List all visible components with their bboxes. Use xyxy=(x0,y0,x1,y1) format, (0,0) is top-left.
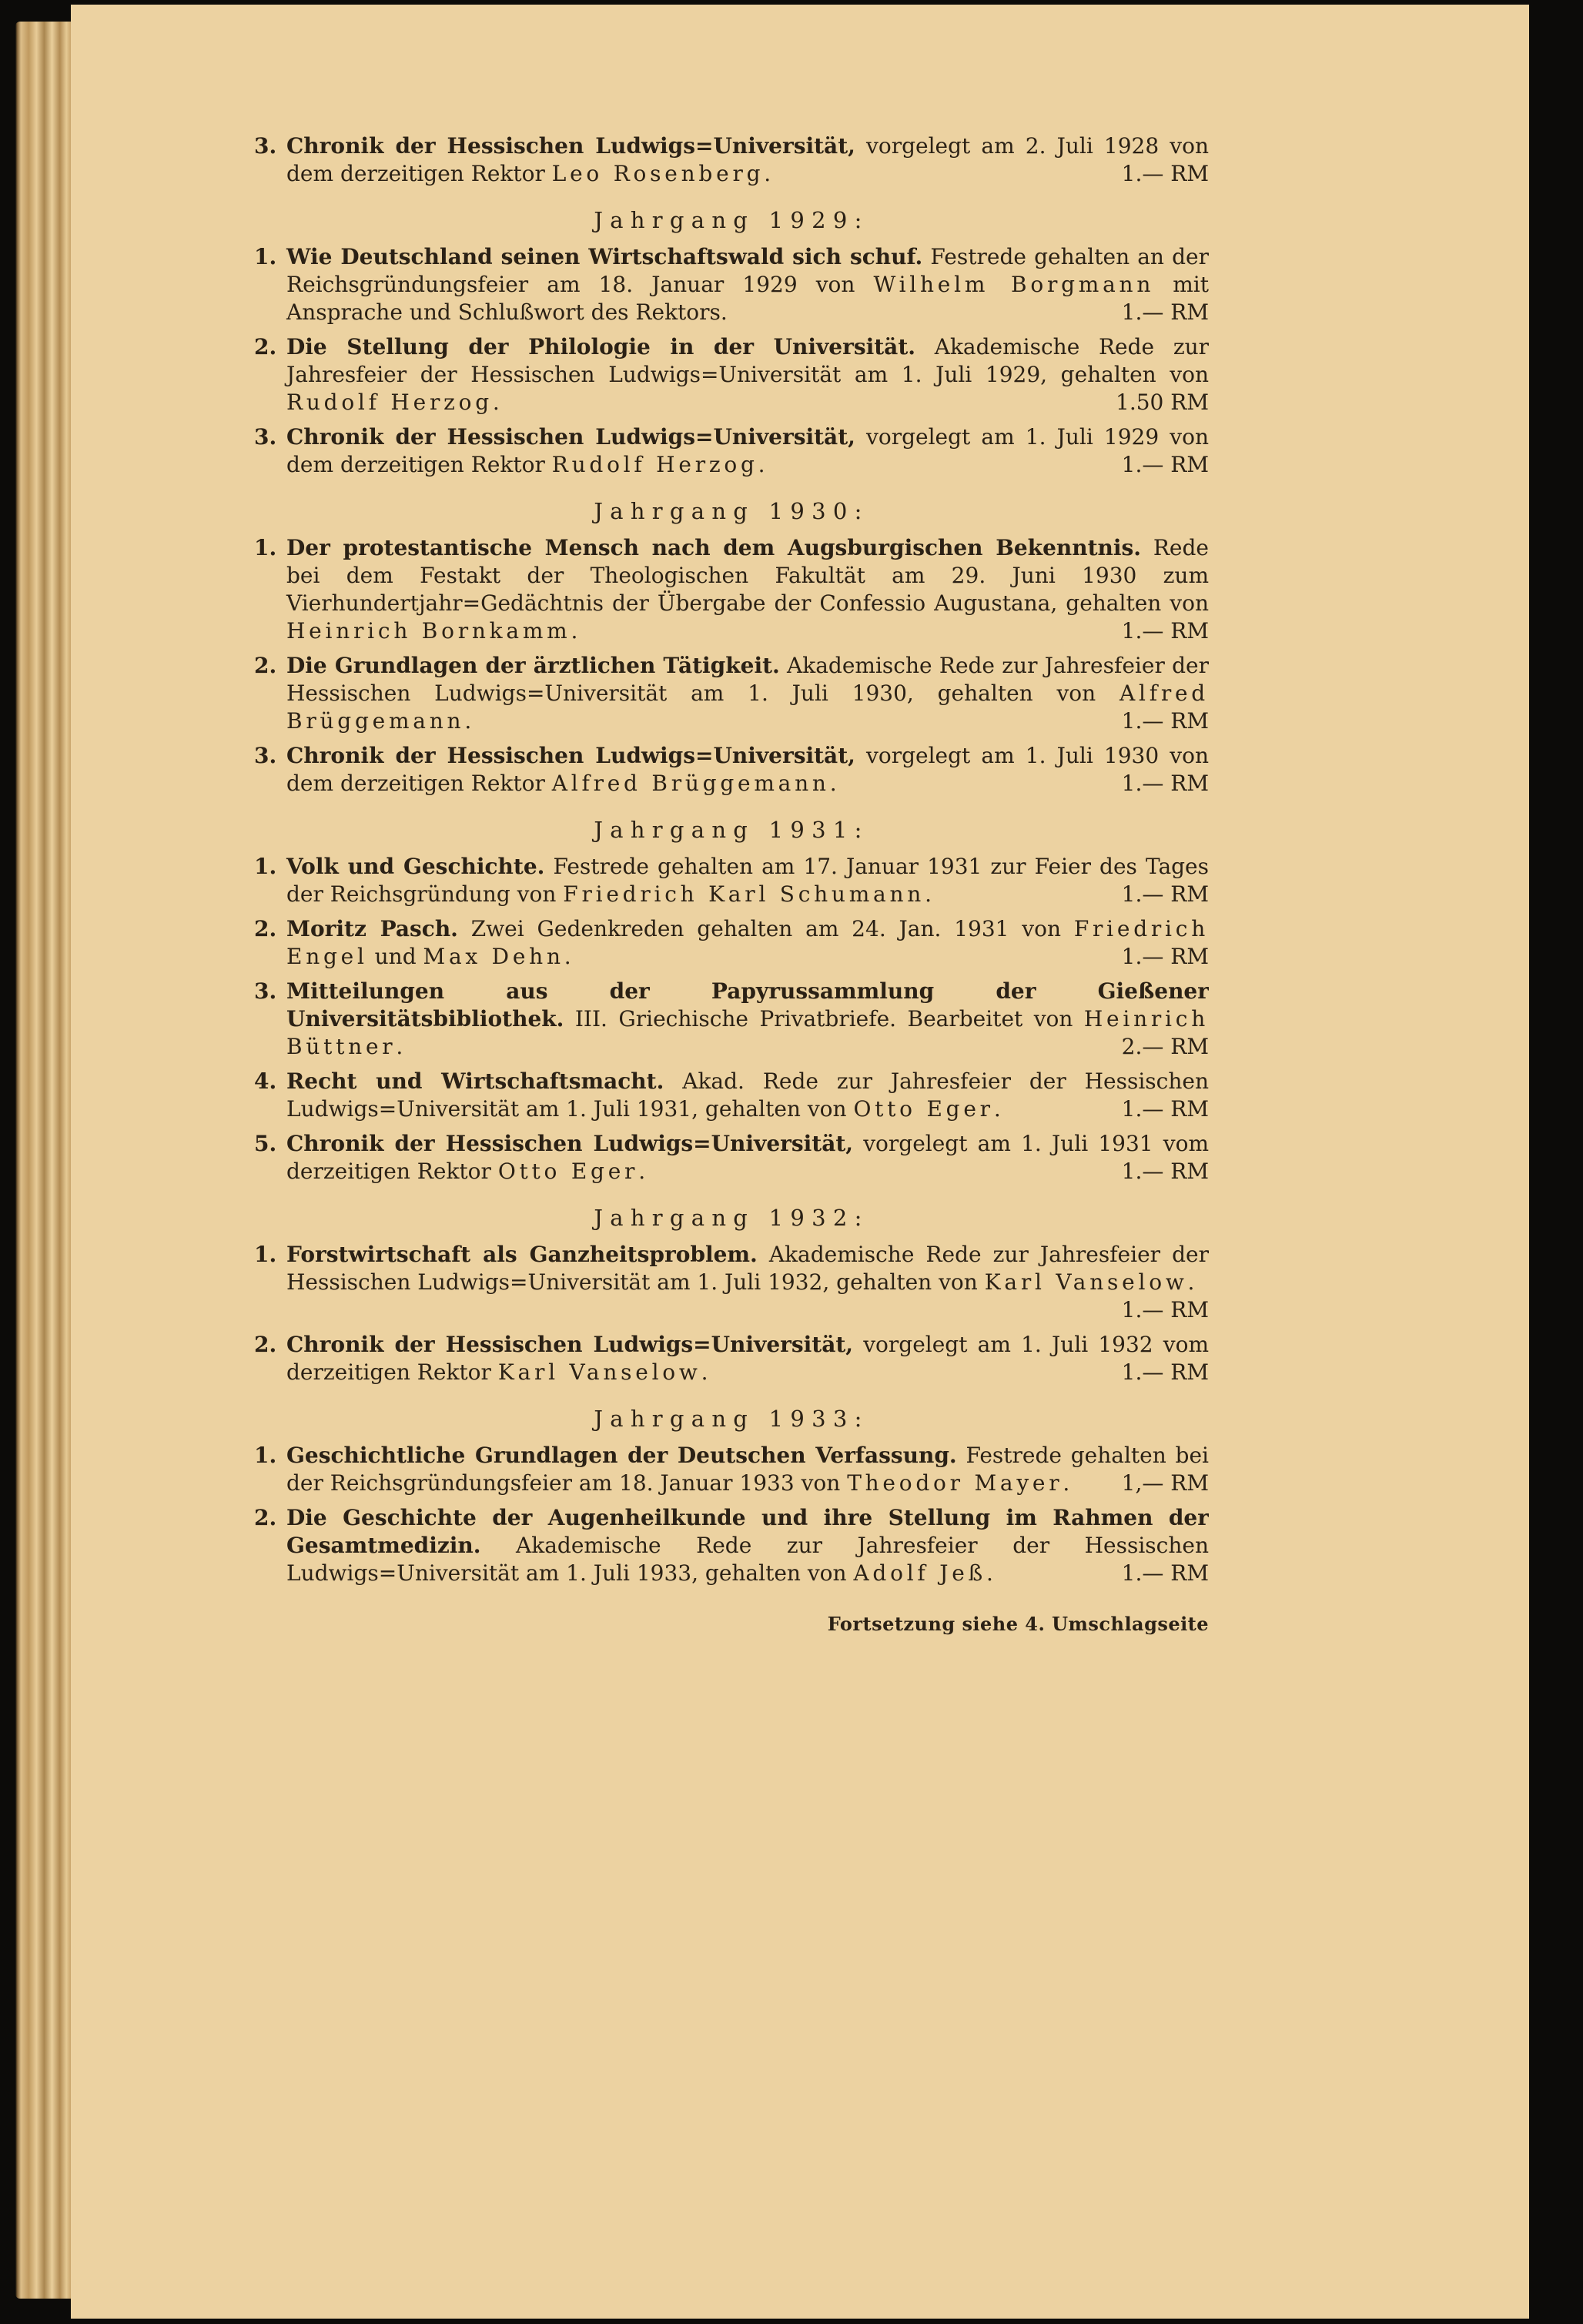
entry-number: 2. xyxy=(254,1505,277,1530)
entry-title: Wie Deutschland seinen Wirtschaftswald sich schuf. xyxy=(286,244,923,269)
entry-text: Festrede gehalten am 17. Januar 1931 zur Feier des Tages der Reichsgründung von xyxy=(286,854,1209,907)
entry-text: . xyxy=(1187,1269,1195,1295)
entry-title: Chronik der Hessischen Ludwigs=Universität, xyxy=(286,1131,854,1156)
entry-price: 1.— RM xyxy=(1121,452,1209,477)
entry-title: Die Stellung der Philologie in der Universität. xyxy=(286,334,916,359)
entry-text: Akademische Rede zur Jahresfeier der Hessischen Ludwigs=Universität am 1. Juli 1932, gehalten von xyxy=(286,1242,1209,1295)
entry-text: . xyxy=(396,1034,403,1059)
entry-text: . xyxy=(638,1159,646,1184)
publication-entry xyxy=(254,423,1209,479)
entry-text: . xyxy=(829,771,837,796)
entry-title: Chronik der Hessischen Ludwigs=Universität, xyxy=(286,424,855,450)
entry-text: und xyxy=(367,944,423,969)
entry-number: 1. xyxy=(254,1242,277,1267)
entry-price: 1,— RM xyxy=(1121,1470,1209,1496)
person-name: Heinrich Büttner xyxy=(286,1006,1209,1059)
publication-entry xyxy=(254,652,1209,735)
section-heading: Jahrgang 1932: xyxy=(594,1205,869,1231)
entry-text: vorgelegt am 1. Juli 1931 vom derzeitigen Rektor xyxy=(286,1131,1209,1184)
entry-number: 2. xyxy=(254,334,277,359)
publication-entry xyxy=(254,1331,1209,1386)
entry-price: 1.— RM xyxy=(1121,1159,1209,1184)
entry-text: . xyxy=(701,1359,708,1385)
section-heading: Jahrgang 1930: xyxy=(594,498,869,524)
publication-entry xyxy=(254,1130,1209,1185)
entry-price: 1.— RM xyxy=(1121,161,1209,186)
entry-text: . xyxy=(1063,1470,1070,1496)
entry-price: 1.— RM xyxy=(1121,771,1209,796)
entry-price: 1.50 RM xyxy=(1116,390,1209,415)
book-page-edges xyxy=(15,22,71,2299)
entry-number: 4. xyxy=(254,1068,277,1094)
publication-entry xyxy=(254,915,1209,971)
person-name: Karl Vanselow xyxy=(984,1269,1188,1295)
entry-title: Die Grundlagen der ärztlichen Tätigkeit. xyxy=(286,653,780,678)
entry-title: Moritz Pasch. xyxy=(286,916,458,941)
entry-text: Akademische Rede zur Jahresfeier der Hessischen Ludwigs=Universität am 1. Juli 1930, gehalten von xyxy=(286,653,1209,706)
entry-text: vorgelegt am 1. Juli 1932 vom derzeitigen Rektor xyxy=(286,1332,1209,1385)
entry-price: 1.— RM xyxy=(1121,1096,1209,1122)
entry-title: Die Geschichte der Augenheilkunde und ihre Stellung im Rahmen der Gesamtmedizin. xyxy=(286,1505,1209,1558)
publication-entry xyxy=(254,132,1209,188)
entry-number: 1. xyxy=(254,1443,277,1468)
person-name: Heinrich Bornkamm xyxy=(286,618,571,644)
entry-number: 3. xyxy=(254,978,277,1004)
entry-text: vorgelegt am 2. Juli 1928 von dem derzeitigen Rektor xyxy=(286,133,1209,186)
publication-entry xyxy=(254,853,1209,908)
person-name: Friedrich Engel xyxy=(286,916,1209,969)
entry-title: Recht und Wirtschaftsmacht. xyxy=(286,1068,664,1094)
entry-text: vorgelegt am 1. Juli 1929 von dem derzeitigen Rektor xyxy=(286,424,1209,477)
person-name: Wilhelm Borgmann xyxy=(873,272,1155,297)
publication-list xyxy=(254,132,1209,1587)
section-heading: Jahrgang 1931: xyxy=(594,817,869,843)
person-name: Otto Eger xyxy=(497,1159,639,1184)
entry-text: vorgelegt am 1. Juli 1930 von dem derzeitigen Rektor xyxy=(286,743,1209,796)
entry-title: Forstwirtschaft als Ganzheitsproblem. xyxy=(286,1242,758,1267)
entry-price: 1.— RM xyxy=(1121,618,1209,644)
entry-price: 1.— RM xyxy=(1121,944,1209,969)
person-name: Theodor Mayer xyxy=(847,1470,1063,1496)
page-content xyxy=(254,132,1209,1638)
person-name: Alfred Brüggemann xyxy=(551,771,830,796)
entry-title: Volk und Geschichte. xyxy=(286,854,545,879)
entry-text: Akademische Rede zur Jahresfeier der Hessischen Ludwigs=Universität am 1. Juli 1929, gehalten von xyxy=(286,334,1209,387)
entry-title: Mitteilungen aus der Papyrussammlung der Gießener Universitätsbibliothek. xyxy=(286,978,1209,1032)
footer-note: Fortsetzung siehe 4. Umschlagseite xyxy=(827,1613,1209,1635)
person-name: Adolf Jeß xyxy=(853,1560,986,1586)
person-name: Leo Rosenberg xyxy=(551,161,765,186)
entry-number: 5. xyxy=(254,1131,277,1156)
entry-number: 2. xyxy=(254,653,277,678)
scanned-page xyxy=(71,5,1529,2319)
entry-price: 1.— RM xyxy=(1121,881,1209,907)
entry-text: . xyxy=(571,618,578,644)
publication-entry xyxy=(254,1241,1209,1324)
section-heading: Jahrgang 1929: xyxy=(594,207,869,233)
entry-number: 1. xyxy=(254,244,277,269)
entry-text: . xyxy=(564,944,571,969)
entry-number: 2. xyxy=(254,916,277,941)
entry-title: Der protestantische Mensch nach dem Augsburgischen Bekenntnis. xyxy=(286,535,1142,560)
entry-price: 2.— RM xyxy=(1121,1034,1209,1059)
entry-text: Akademische Rede zur Jahresfeier der Hessischen Ludwigs=Universität am 1. Juli 1933, gehalten von xyxy=(286,1533,1209,1586)
entry-text: . xyxy=(464,708,472,734)
entry-text: . xyxy=(758,452,765,477)
entry-text: Festrede gehalten bei der Reichsgründungsfeier am 18. Januar 1933 von xyxy=(286,1443,1209,1496)
entry-text: III. Griechische Privatbriefe. Bearbeitet von xyxy=(564,1006,1084,1032)
entry-text: Akad. Rede zur Jahresfeier der Hessischen Ludwigs=Universität am 1. Juli 1931, gehalten von xyxy=(286,1068,1209,1122)
entry-title: Chronik der Hessischen Ludwigs=Universität, xyxy=(286,1332,854,1357)
entry-text: . xyxy=(492,390,500,415)
entry-number: 2. xyxy=(254,1332,277,1357)
entry-text: Zwei Gedenkreden gehalten am 24. Jan. 1931 von xyxy=(457,916,1074,941)
entry-title: Chronik der Hessischen Ludwigs=Universität, xyxy=(286,133,855,159)
person-name: Alfred Brüggemann xyxy=(286,680,1209,734)
entry-price: 1.— RM xyxy=(1121,708,1209,734)
publication-entry xyxy=(254,534,1209,645)
publication-entry xyxy=(254,1068,1209,1123)
entry-number: 3. xyxy=(254,743,277,768)
person-name: Rudolf Herzog xyxy=(551,452,758,477)
entry-price: 1.— RM xyxy=(1121,1560,1209,1586)
person-name: Otto Eger xyxy=(853,1096,994,1122)
person-name: Karl Vanselow xyxy=(497,1359,701,1385)
publication-entry xyxy=(254,243,1209,326)
person-name: Max Dehn xyxy=(423,944,564,969)
entry-text: Rede bei dem Festakt der Theologischen Fakultät am 29. Juni 1930 zum Vierhundertjahr=Gedächtnis der Übergabe der Confessio Augustana, gehalten von xyxy=(286,535,1209,616)
publication-entry xyxy=(254,742,1209,798)
entry-text: . xyxy=(986,1560,993,1586)
entry-price: 1.— RM xyxy=(1121,299,1209,325)
entry-number: 3. xyxy=(254,424,277,450)
publication-entry xyxy=(254,1504,1209,1587)
entry-number: 1. xyxy=(254,854,277,879)
entry-text: Festrede gehalten an der Reichsgründungsfeier am 18. Januar 1929 von xyxy=(286,244,1209,297)
entry-title: Chronik der Hessischen Ludwigs=Universität, xyxy=(286,743,855,768)
person-name: Rudolf Herzog xyxy=(286,390,493,415)
entry-price: 1.— RM xyxy=(1121,1359,1209,1385)
entry-number: 1. xyxy=(254,535,277,560)
entry-text: . xyxy=(993,1096,1001,1122)
entry-number: 3. xyxy=(254,133,277,159)
entry-text: . xyxy=(764,161,771,186)
person-name: Friedrich Karl Schumann xyxy=(563,881,925,907)
entry-text: . xyxy=(925,881,932,907)
publication-entry xyxy=(254,333,1209,416)
entry-title: Geschichtliche Grundlagen der Deutschen Verfassung. xyxy=(286,1443,957,1468)
publication-entry xyxy=(254,1442,1209,1497)
entry-price: 1.— RM xyxy=(1121,1297,1209,1323)
publication-entry xyxy=(254,978,1209,1061)
section-heading: Jahrgang 1933: xyxy=(594,1406,869,1432)
entry-text: mit Ansprache und Schlußwort des Rektors. xyxy=(286,272,1209,325)
